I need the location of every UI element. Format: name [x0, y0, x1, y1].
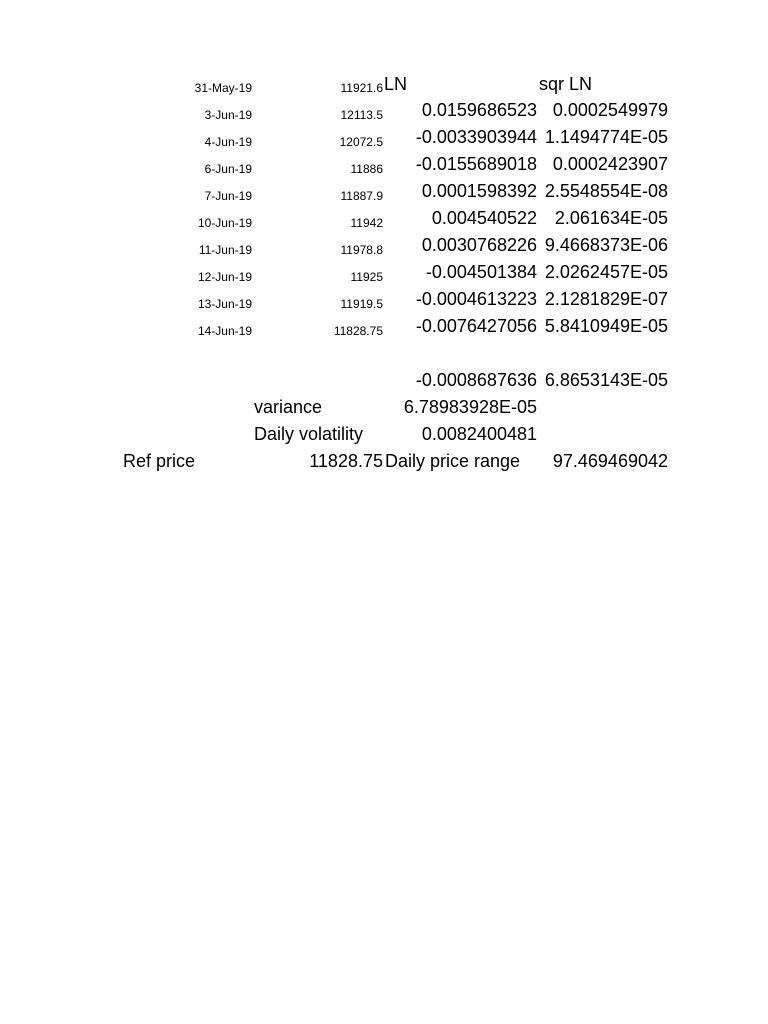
sqr-ln-cell: 2.061634E-05	[554, 208, 668, 228]
ln-sum-cell: -0.0008687636	[415, 370, 537, 390]
date-cell: 10-Jun-19	[197, 216, 252, 230]
sqr-ln-sum-cell: 6.8653143E-05	[544, 370, 668, 390]
sqr-ln-cell: 0.0002549979	[552, 100, 668, 120]
sqr-ln-cell: 5.8410949E-05	[544, 316, 668, 336]
ln-cell: 0.0159686523	[421, 100, 537, 120]
date-cell: 12-Jun-19	[197, 270, 252, 284]
daily-volatility-label: Daily volatility	[254, 424, 364, 444]
ln-cell: -0.0033903944	[415, 127, 537, 147]
sqr-ln-cell: 2.0262457E-05	[544, 262, 668, 282]
date-cell: 14-Jun-19	[197, 324, 252, 338]
sqr-ln-cell: 2.1281829E-07	[544, 289, 668, 309]
ln-cell: -0.0076427056	[415, 316, 537, 336]
ref-price-label: Ref price	[123, 451, 196, 471]
price-cell: 11887.9	[340, 189, 383, 203]
daily-price-range-label: Daily price range	[385, 451, 521, 471]
daily-volatility-value: 0.0082400481	[421, 424, 537, 444]
price-cell: 11925	[350, 270, 383, 284]
date-cell: 13-Jun-19	[197, 297, 252, 311]
sqr-ln-header: sqr LN	[539, 74, 593, 94]
sqr-ln-cell: 2.5548554E-08	[544, 181, 668, 201]
ln-cell: 0.0030768226	[421, 235, 537, 255]
price-cell: 11978.8	[340, 243, 383, 257]
sqr-ln-cell: 1.1494774E-05	[544, 127, 668, 147]
date-cell: 4-Jun-19	[204, 135, 252, 149]
ref-price-value: 11828.75	[309, 451, 383, 471]
date-cell: 3-Jun-19	[204, 108, 252, 122]
ln-cell: -0.0004613223	[415, 289, 537, 309]
daily-price-range-value: 97.469469042	[552, 451, 668, 471]
ln-header: LN	[384, 74, 408, 94]
date-cell: 7-Jun-19	[204, 189, 252, 203]
ln-cell: 0.004540522	[431, 208, 537, 228]
price-cell: 11886	[350, 162, 383, 176]
variance-label: variance	[254, 397, 323, 417]
price-cell: 11919.5	[340, 297, 383, 311]
price-cell: 12072.5	[339, 135, 383, 149]
sqr-ln-cell: 0.0002423907	[552, 154, 668, 174]
date-cell: 31-May-19	[194, 81, 252, 95]
price-cell: 12113.5	[340, 108, 383, 122]
variance-value: 6.78983928E-05	[403, 397, 537, 417]
ln-cell: 0.0001598392	[421, 181, 537, 201]
price-cell: 11942	[350, 216, 383, 230]
sqr-ln-cell: 9.4668373E-06	[544, 235, 668, 255]
price-cell: 11828.75	[333, 324, 383, 338]
ln-cell: -0.004501384	[425, 262, 537, 282]
price-cell: 11921.6	[340, 81, 383, 95]
date-cell: 11-Jun-19	[198, 243, 252, 257]
date-cell: 6-Jun-19	[204, 162, 252, 176]
ln-cell: -0.0155689018	[415, 154, 537, 174]
